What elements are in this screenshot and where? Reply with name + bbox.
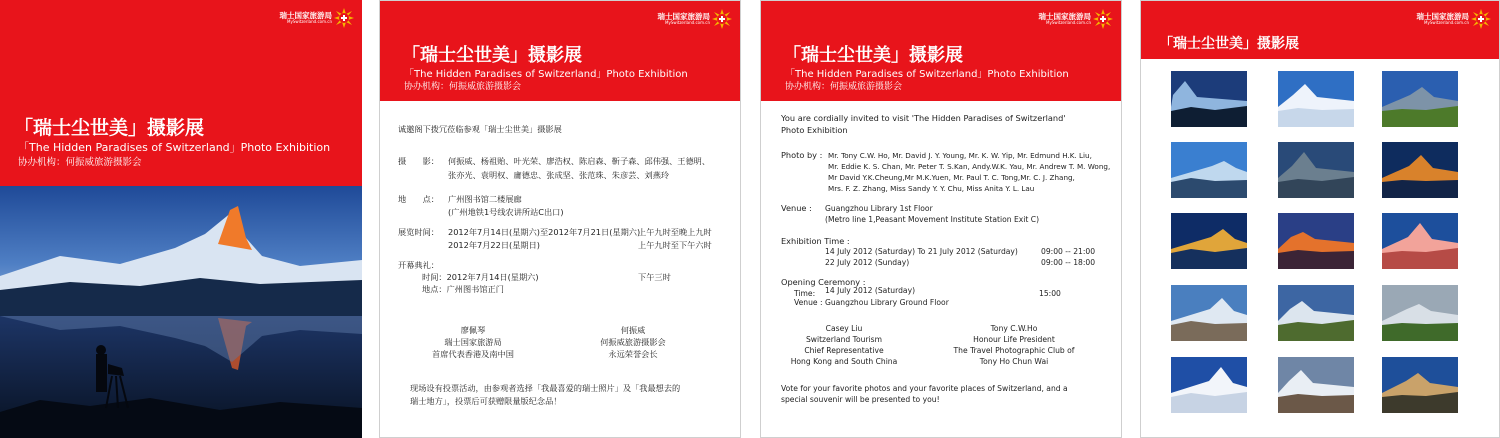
en-photo-by-line1: Mr. Tony C.W. Ho, Mr. David J. Y. Young, Mr. K. W. Yip, Mr. Edmund H.K. Liu, [828,151,1092,160]
cn-ceremony-hours: 下午三时 [638,272,671,282]
gallery-photo-mountain-sunset [1278,213,1354,269]
gallery-photo-lake-fountain [1171,142,1247,198]
cn-time-line1: 2012年7月14日(星期六)至2012年7月21日(星期六) [448,227,641,237]
en-time-line1: 14 July 2012 (Saturday) To 21 July 2012 (Saturday) [825,247,1018,256]
cn-time-line1-hours: 上午九时至晚上九时 [638,227,712,237]
en-time-label: Exhibition Time : [781,236,850,246]
cover-red-header [0,0,362,186]
gallery-photo-glacier [1171,285,1247,341]
gallery-photo-snowy-town [1278,357,1354,413]
cn-ceremony-time: 时间：2012年7月14日(星期六) [422,272,539,282]
en-ceremony-hours: 15:00 [1039,289,1061,298]
sun-logo-icon [712,9,732,29]
gallery-photo-castle-lake [1171,213,1247,269]
brand-block [1417,9,1492,29]
photo-gallery-panel [1140,0,1500,438]
gallery-photo-lake-reflection [1171,71,1247,127]
en-ceremony-time-label: Time: [794,289,816,298]
cover-panel [0,0,362,438]
brand-url: MySwitzerland.com.cn [665,20,710,26]
gallery-photo-harbor-boats [1278,142,1354,198]
brand-name: 瑞士国家旅游局 [1038,11,1091,21]
cn-host1-name: 廖佩琴 [460,325,486,335]
cn-ceremony-label: 开幕典礼： [398,260,439,270]
chinese-invitation-panel [379,0,741,438]
cn-host2-org: 何振威旅游摄影会 [600,337,666,347]
brand-block [658,9,733,29]
en-host1-title: Chief Representative [804,346,884,355]
sun-logo-icon [334,8,354,28]
gallery-photo-bridge-at-night [1382,142,1458,198]
cover-coorganizer: 协办机构：何振威旅游摄影会 [18,157,142,168]
gallery-photo-alpine-lake [1382,71,1458,127]
gallery-photo-snowy-chapel [1278,71,1354,127]
en-venue-line2: (Metro line 1,Peasant Movement Institute Station Exit C) [825,215,1040,224]
invite-title-en: 「The Hidden Paradises of Switzerland」Photo Exhibition [404,69,688,80]
invite-red-header [380,1,740,101]
gallery-photo-old-town-spire [1382,357,1458,413]
gallery-photo-misty-valley [1382,285,1458,341]
invite-title-cn: 「瑞士尘世美」摄影展 [783,45,963,66]
matterhorn-cover-photo [0,186,362,438]
en-host2-name: Tony C.W.Ho [990,324,1038,333]
cn-ceremony-place: 地点：广州图书馆正门 [422,284,504,294]
brand-url: MySwitzerland.com.cn [1424,20,1469,26]
en-intro-line1: You are cordially invited to visit 'The Hidden Paradises of Switzerland' [781,113,1066,123]
en-host2-title: Honour Life President [973,335,1055,344]
en-photo-by-line3: Mr David Y.K.Cheung,Mr M.K.Yuen, Mr. Paul T. C. Tong,Mr. C. J. Zhang, [828,173,1075,182]
gallery-photo-pink-peaks [1382,213,1458,269]
cn-venue-line2: (广州地铁1号线农讲所站C出口) [448,207,564,217]
cover-title-en: 「The Hidden Paradises of Switzerland」Photo Exhibition [18,141,331,154]
english-invitation-panel [760,0,1122,438]
en-host2-org2: Tony Ho Chun Wai [979,357,1049,366]
cn-venue-label: 地 点： [398,194,439,204]
invite-coorganizer: 协办机构：何振威旅游摄影会 [404,82,522,92]
en-ceremony-date: 14 July 2012 (Saturday) [825,286,916,295]
brand-name: 瑞士国家旅游局 [1416,11,1469,21]
en-photo-by-line2: Mr. Eddie K. S. Chan, Mr. Peter T. S.Kan, Andy.W.K. Yau, Mr. Andrew T. M. Wong, [828,162,1111,171]
en-photo-by-line4: Mrs. F. Z. Zhang, Miss Sandy Y. Y. Chu, Miss Anita Y. L. Lau [828,184,1035,193]
en-host2-org: The Travel Photographic Club of [953,346,1075,355]
brand-url: MySwitzerland.com.cn [287,19,332,25]
invite-coorganizer: 协办机构：何振威旅游摄影会 [785,82,903,92]
brand-name: 瑞士国家旅游局 [657,11,710,21]
sun-logo-icon [1093,9,1113,29]
cn-host1-org: 瑞士国家旅游局 [444,337,502,347]
en-time-line2-hours: 09:00 -- 18:00 [1041,258,1096,267]
gallery-photo-village-church [1278,285,1354,341]
cover-title-cn: 「瑞士尘世美」摄影展 [14,117,205,139]
gallery-title: 「瑞士尘世美」摄影展 [1159,36,1299,52]
gallery-photo-matterhorn [1171,357,1247,413]
brand-url: MySwitzerland.com.cn [1046,20,1091,26]
cn-time-label: 展览时间： [398,227,439,237]
en-ceremony-label: Opening Ceremony : [781,277,866,287]
cn-vote-line2: 瑞士地方」，投票后可获赠限量版纪念品！ [410,396,562,406]
cn-time-line2: 2012年7月22日(星期日) [448,240,540,250]
cn-time-line2-hours: 上午九时至下午六时 [638,240,712,250]
en-vote-line2: special souvenir will be presented to you! [781,395,940,404]
cn-host2-name: 何振威 [620,325,646,335]
en-intro-line2: Photo Exhibition [781,125,848,135]
cn-greeting: 诚邀阁下拨冗莅临参观「瑞士尘世美」摄影展 [398,124,562,134]
cn-venue-line1: 广州图书馆二楼展廊 [448,194,522,204]
cn-photographers-label: 摄 影： [398,156,439,166]
cn-photographers-line2: 张亦光、袁明权、庸德忠、张成坚、张范珠、朱彦芸、刘燕玲 [448,170,670,180]
en-time-line1-hours: 09:00 -- 21:00 [1041,247,1096,256]
en-photo-by-label: Photo by : [781,150,823,160]
invite-title-cn: 「瑞士尘世美」摄影展 [402,45,582,66]
en-vote-line1: Vote for your favorite photos and your favorite places of Switzerland, and a [781,384,1068,393]
invite-red-header [761,1,1121,101]
en-host1-region: Hong Kong and South China [790,357,898,366]
en-ceremony-venue: Venue : Guangzhou Library Ground Floor [794,298,949,307]
brand-name: 瑞士国家旅游局 [279,10,332,20]
en-venue-line1: Guangzhou Library 1st Floor [825,204,933,213]
en-venue-label: Venue : [781,203,812,213]
cn-host1-title: 首席代表香港及南中国 [432,349,514,359]
cn-vote-line1: 现场设有投票活动，由参观者选择「我最喜爱的瑞士照片」及「我最想去的 [410,383,681,393]
en-host1-org: Switzerland Tourism [805,335,883,344]
en-time-line2: 22 July 2012 (Sunday) [825,258,910,267]
brand-block [280,8,355,28]
sun-logo-icon [1471,9,1491,29]
gallery-red-header [1141,1,1499,59]
en-host1-name: Casey Liu [825,324,863,333]
cn-host2-title: 永远荣誉会长 [608,349,658,359]
brand-block [1039,9,1114,29]
invite-title-en: 「The Hidden Paradises of Switzerland」Photo Exhibition [785,69,1069,80]
cn-photographers-line1: 何振威、杨祖贻、叶光荣、廖浩权、陈启森、靳子森、邱伟强、王德明、 [448,156,711,166]
